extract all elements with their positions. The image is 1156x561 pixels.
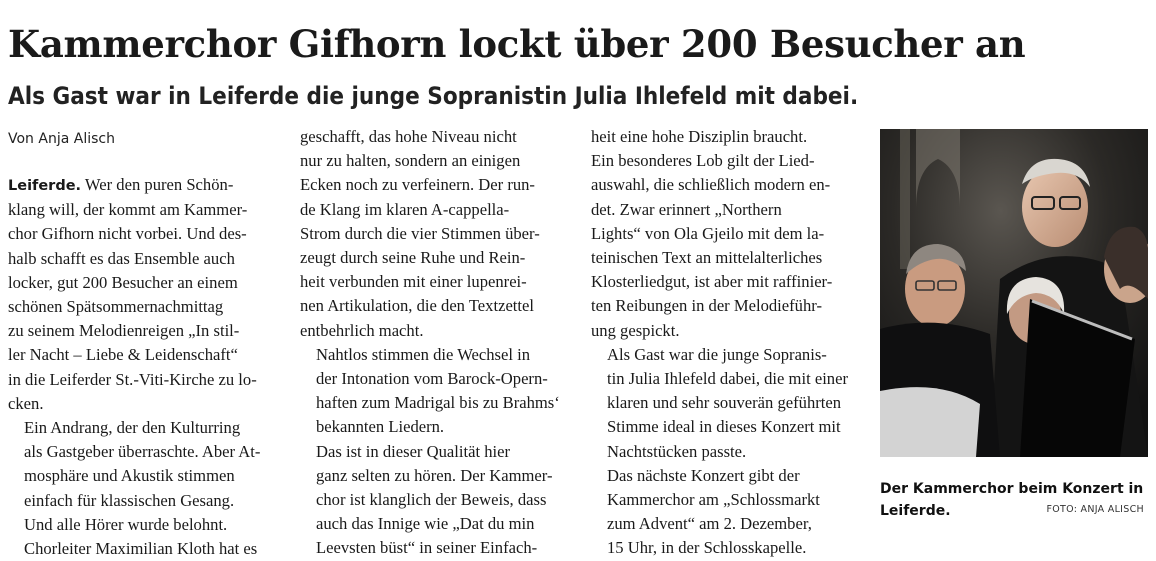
text-line: klaren und sehr souverän geführten xyxy=(607,393,842,413)
text-line: Chorleiter Maximilian Kloth hat es xyxy=(24,539,258,559)
text-line: Leevsten büst“ in seiner Einfach- xyxy=(316,538,538,558)
text-line: einfach für klassischen Gesang. xyxy=(24,490,235,510)
text-line: ler Nacht – Liebe & Leidenschaft“ xyxy=(8,345,238,365)
text-line: auswahl, die schließlich modern en- xyxy=(591,175,831,195)
paragraph xyxy=(8,416,276,561)
text-line: cken. xyxy=(8,393,44,413)
byline: Von Anja Alisch xyxy=(8,131,115,147)
text-line: ung gespickt. xyxy=(591,320,680,340)
text-line: als Gastgeber überraschte. Aber At- xyxy=(24,442,261,462)
text-line: Ein Andrang, der den Kulturring xyxy=(24,418,241,438)
article-column-3 xyxy=(591,125,857,561)
dateline: Leiferde. xyxy=(8,178,82,194)
text-line: Ecken noch zu verfeinern. Der run- xyxy=(300,175,535,195)
text-line: Nahtlos stimmen die Wechsel in xyxy=(316,344,531,364)
text-line: Ein besonderes Lob gilt der Lied- xyxy=(591,151,815,171)
photo-credit: FOTO: ANJA ALISCH xyxy=(1046,504,1144,515)
text-line: Lights“ von Ola Gjeilo mit dem la- xyxy=(591,223,825,243)
text-line: entbehrlich macht. xyxy=(300,320,424,340)
text-line: det. Zwar erinnert „Northern xyxy=(591,199,782,219)
text-line: Nachtstücken passte. xyxy=(607,441,747,461)
photo-caption: Der Kammerchor beim Konzert in Leiferde. xyxy=(880,481,1144,519)
text-line: geschafft, das hohe Niveau nicht xyxy=(300,127,517,146)
text-line: der Intonation vom Barock-Opern- xyxy=(316,369,548,389)
choir-photo xyxy=(880,129,1148,457)
paragraph xyxy=(591,125,857,343)
text-line: 15 Uhr, in der Schlosskapelle. xyxy=(607,538,807,558)
text-line: chor Gifhorn nicht vorbei. Und des- xyxy=(8,224,247,244)
text-line: de Klang im klaren A-cappella- xyxy=(300,199,510,219)
text-line: zum Advent“ am 2. Dezember, xyxy=(607,514,812,534)
text-line: klang will, der kommt am Kammer- xyxy=(8,200,248,220)
choir-photo-image xyxy=(880,129,1148,457)
text-line: locker, gut 200 Besucher an einem xyxy=(8,272,238,292)
article-column-1 xyxy=(8,173,276,561)
text-line: Wer den puren Schön- xyxy=(84,175,234,194)
text-line: Kammerchor am „Schlossmarkt xyxy=(607,490,820,510)
text-line: Stimme ideal in dieses Konzert mit xyxy=(607,417,841,437)
text-line: Klosterliedgut, ist aber mit raffinier- xyxy=(591,272,833,292)
text-line: Das nächste Konzert gibt der xyxy=(607,465,800,485)
article-column-2 xyxy=(300,125,566,561)
text-line: Das ist in dieser Qualität hier xyxy=(316,441,511,461)
text-line: halb schafft es das Ensemble auch xyxy=(8,248,235,268)
text-line: auch das Innige wie „Dat du min xyxy=(316,514,535,534)
text-line: ten Reibungen in der Melodieführ- xyxy=(591,296,822,316)
text-line: zeugt durch seine Ruhe und Rein- xyxy=(300,248,526,268)
text-line: schönen Spätsommernachmittag xyxy=(8,297,224,317)
paragraph xyxy=(300,440,566,561)
subheadline: Als Gast war in Leiferde die junge Sopranistin Julia Ihlefeld mit dabei. xyxy=(8,82,859,110)
text-line: Als Gast war die junge Sopranis- xyxy=(607,344,827,364)
text-line: heit verbunden mit einer lupenrei- xyxy=(300,272,527,292)
text-line: bekannten Liedern. xyxy=(316,417,445,437)
text-line: nur zu halten, sondern an einigen xyxy=(300,151,521,171)
text-line: ganz selten zu hören. Der Kammer- xyxy=(316,465,553,485)
text-line: tin Julia Ihlefeld dabei, die mit einer xyxy=(607,369,848,389)
text-line: Strom durch die vier Stimmen über- xyxy=(300,223,540,243)
paragraph xyxy=(591,343,857,464)
paragraph xyxy=(591,464,857,561)
paragraph xyxy=(8,173,276,416)
text-line: teinischen Text an mittelalterliches xyxy=(591,248,823,268)
text-line: nen Artikulation, die den Textzettel xyxy=(300,296,535,316)
text-line: Und alle Hörer wurde belohnt. xyxy=(24,514,228,534)
text-line: heit eine hohe Disziplin braucht. xyxy=(591,127,808,146)
paragraph xyxy=(300,343,566,440)
text-line: haften zum Madrigal bis zu Brahms‘ xyxy=(316,393,560,413)
text-line: in die Leiferder St.-Viti-Kirche zu lo- xyxy=(8,369,257,389)
text-line: chor ist klanglich der Beweis, dass xyxy=(316,490,547,510)
paragraph xyxy=(300,125,566,343)
headline: Kammerchor Gifhorn lockt über 200 Besucher an xyxy=(8,22,1026,66)
text-line: zu seinem Melodienreigen „In stil- xyxy=(8,321,240,341)
text-line: mosphäre und Akustik stimmen xyxy=(24,466,235,486)
